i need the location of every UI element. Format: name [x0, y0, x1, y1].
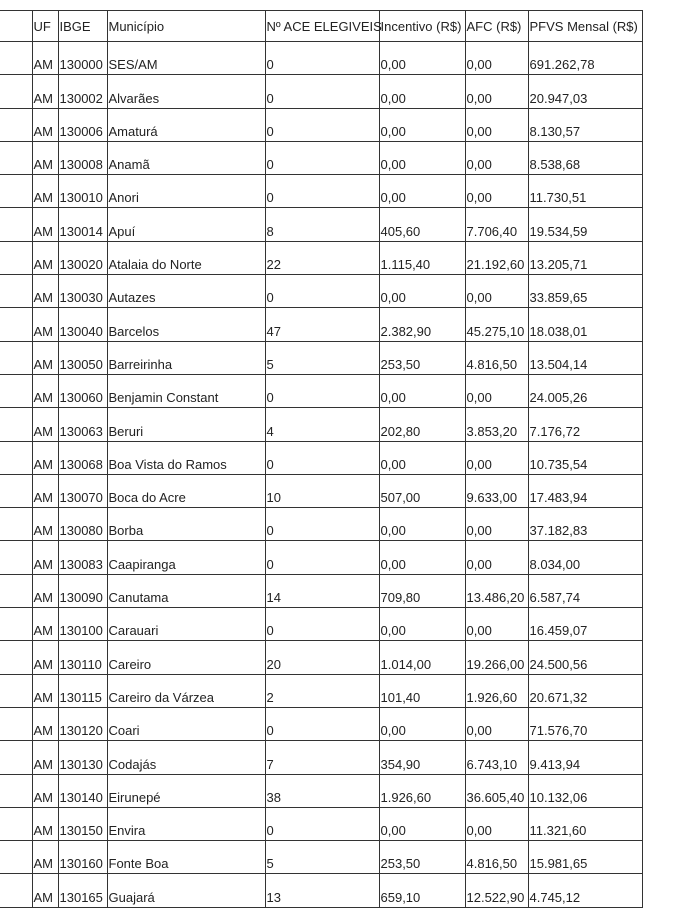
row-marker-cell	[0, 341, 32, 374]
row-marker-cell	[0, 641, 32, 674]
row-marker-cell	[0, 275, 32, 308]
cell-uf: AM	[32, 774, 58, 807]
cell-uf: AM	[32, 608, 58, 641]
cell-afc: 0,00	[465, 42, 528, 75]
cell-afc: 9.633,00	[465, 474, 528, 507]
cell-incentivo: 0,00	[379, 275, 465, 308]
row-marker-cell	[0, 374, 32, 407]
cell-ace-elegiveis: 14	[265, 574, 379, 607]
cell-afc: 19.266,00	[465, 641, 528, 674]
cell-municipio: Careiro da Várzea	[107, 674, 265, 707]
cell-incentivo: 101,40	[379, 674, 465, 707]
cell-afc: 3.853,20	[465, 408, 528, 441]
cell-municipio: SES/AM	[107, 42, 265, 75]
cell-afc: 0,00	[465, 175, 528, 208]
cell-afc: 0,00	[465, 141, 528, 174]
cell-ace-elegiveis: 13	[265, 874, 379, 907]
cell-pfvs-mensal: 20.671,32	[528, 674, 642, 707]
table-row	[0, 108, 642, 141]
cell-incentivo: 0,00	[379, 374, 465, 407]
cell-afc: 0,00	[465, 541, 528, 574]
cell-uf: AM	[32, 674, 58, 707]
cell-pfvs-mensal: 16.459,07	[528, 608, 642, 641]
cell-afc: 0,00	[465, 374, 528, 407]
cell-incentivo: 709,80	[379, 574, 465, 607]
cell-ace-elegiveis: 5	[265, 341, 379, 374]
cell-ibge: 130090	[58, 574, 107, 607]
table-row	[0, 841, 642, 874]
cell-incentivo: 0,00	[379, 141, 465, 174]
cell-ibge: 130110	[58, 641, 107, 674]
cell-pfvs-mensal: 8.130,57	[528, 108, 642, 141]
table-row	[0, 574, 642, 607]
cell-ibge: 130120	[58, 707, 107, 740]
cell-uf: AM	[32, 241, 58, 274]
cell-municipio: Guajará	[107, 874, 265, 907]
cell-municipio: Carauari	[107, 608, 265, 641]
cell-ibge: 130020	[58, 241, 107, 274]
cell-ace-elegiveis: 4	[265, 408, 379, 441]
row-marker-cell	[0, 541, 32, 574]
cell-ace-elegiveis: 0	[265, 441, 379, 474]
cell-afc: 0,00	[465, 441, 528, 474]
row-marker-cell	[0, 241, 32, 274]
cell-municipio: Barreirinha	[107, 341, 265, 374]
cell-uf: AM	[32, 42, 58, 75]
cell-incentivo: 253,50	[379, 841, 465, 874]
cell-municipio: Boca do Acre	[107, 474, 265, 507]
cell-afc: 13.486,20	[465, 574, 528, 607]
cell-uf: AM	[32, 308, 58, 341]
cell-incentivo: 253,50	[379, 341, 465, 374]
cell-municipio: Caapiranga	[107, 541, 265, 574]
cell-municipio: Codajás	[107, 741, 265, 774]
cell-afc: 0,00	[465, 807, 528, 840]
cell-uf: AM	[32, 474, 58, 507]
cell-municipio: Boa Vista do Ramos	[107, 441, 265, 474]
row-marker-cell	[0, 141, 32, 174]
cell-ace-elegiveis: 0	[265, 541, 379, 574]
table-row	[0, 541, 642, 574]
cell-incentivo: 0,00	[379, 541, 465, 574]
table-row	[0, 608, 642, 641]
row-marker-cell	[0, 574, 32, 607]
cell-ace-elegiveis: 0	[265, 508, 379, 541]
cell-incentivo: 1.014,00	[379, 641, 465, 674]
cell-incentivo: 405,60	[379, 208, 465, 241]
cell-ace-elegiveis: 0	[265, 608, 379, 641]
row-marker-cell	[0, 508, 32, 541]
cell-pfvs-mensal: 10.735,54	[528, 441, 642, 474]
cell-ibge: 130006	[58, 108, 107, 141]
cell-ibge: 130008	[58, 141, 107, 174]
cell-ace-elegiveis: 8	[265, 208, 379, 241]
table-row	[0, 175, 642, 208]
cell-ibge: 130014	[58, 208, 107, 241]
cell-afc: 21.192,60	[465, 241, 528, 274]
cell-pfvs-mensal: 6.587,74	[528, 574, 642, 607]
cell-ace-elegiveis: 47	[265, 308, 379, 341]
cell-afc: 1.926,60	[465, 674, 528, 707]
cell-uf: AM	[32, 874, 58, 907]
cell-incentivo: 354,90	[379, 741, 465, 774]
cell-ace-elegiveis: 0	[265, 108, 379, 141]
cell-afc: 6.743,10	[465, 741, 528, 774]
cell-ace-elegiveis: 0	[265, 807, 379, 840]
row-marker-cell	[0, 11, 32, 42]
cell-pfvs-mensal: 20.947,03	[528, 75, 642, 108]
cell-pfvs-mensal: 71.576,70	[528, 707, 642, 740]
cell-pfvs-mensal: 10.132,06	[528, 774, 642, 807]
cell-pfvs-mensal: 9.413,94	[528, 741, 642, 774]
cell-ibge: 130150	[58, 807, 107, 840]
cell-pfvs-mensal: 13.205,71	[528, 241, 642, 274]
cell-incentivo: 1.115,40	[379, 241, 465, 274]
cell-incentivo: 202,80	[379, 408, 465, 441]
cell-municipio: Fonte Boa	[107, 841, 265, 874]
cell-pfvs-mensal: 691.262,78	[528, 42, 642, 75]
row-marker-cell	[0, 474, 32, 507]
cell-uf: AM	[32, 807, 58, 840]
cell-uf: AM	[32, 741, 58, 774]
cell-pfvs-mensal: 8.538,68	[528, 141, 642, 174]
cell-municipio: Alvarães	[107, 75, 265, 108]
cell-ibge: 130080	[58, 508, 107, 541]
cell-uf: AM	[32, 141, 58, 174]
cell-pfvs-mensal: 24.005,26	[528, 374, 642, 407]
cell-ibge: 130140	[58, 774, 107, 807]
cell-uf: AM	[32, 574, 58, 607]
table-row	[0, 141, 642, 174]
cell-incentivo: 0,00	[379, 807, 465, 840]
cell-uf: AM	[32, 408, 58, 441]
table-row	[0, 408, 642, 441]
table-row	[0, 774, 642, 807]
cell-incentivo: 0,00	[379, 42, 465, 75]
cell-ace-elegiveis: 0	[265, 374, 379, 407]
cell-municipio: Anamã	[107, 141, 265, 174]
table-row	[0, 674, 642, 707]
header-incentivo: Incentivo (R$)	[379, 11, 465, 42]
spreadsheet-view	[0, 10, 642, 905]
cell-uf: AM	[32, 374, 58, 407]
cell-municipio: Borba	[107, 508, 265, 541]
table-row	[0, 341, 642, 374]
cell-municipio: Canutama	[107, 574, 265, 607]
cell-pfvs-mensal: 37.182,83	[528, 508, 642, 541]
cell-uf: AM	[32, 75, 58, 108]
header-row	[0, 11, 642, 42]
table-row	[0, 874, 642, 907]
row-marker-cell	[0, 774, 32, 807]
cell-afc: 4.816,50	[465, 341, 528, 374]
row-marker-cell	[0, 408, 32, 441]
table-row	[0, 807, 642, 840]
cell-ibge: 130040	[58, 308, 107, 341]
header-afc: AFC (R$)	[465, 11, 528, 42]
cell-ace-elegiveis: 0	[265, 175, 379, 208]
cell-incentivo: 507,00	[379, 474, 465, 507]
cell-pfvs-mensal: 7.176,72	[528, 408, 642, 441]
cell-afc: 0,00	[465, 108, 528, 141]
cell-uf: AM	[32, 541, 58, 574]
cell-ibge: 130050	[58, 341, 107, 374]
row-marker-cell	[0, 608, 32, 641]
cell-ace-elegiveis: 0	[265, 141, 379, 174]
cell-municipio: Atalaia do Norte	[107, 241, 265, 274]
cell-afc: 45.275,10	[465, 308, 528, 341]
cell-afc: 7.706,40	[465, 208, 528, 241]
row-marker-cell	[0, 807, 32, 840]
row-marker-cell	[0, 707, 32, 740]
cell-ibge: 130160	[58, 841, 107, 874]
cell-uf: AM	[32, 707, 58, 740]
cell-pfvs-mensal: 4.745,12	[528, 874, 642, 907]
row-marker-cell	[0, 75, 32, 108]
row-marker-cell	[0, 741, 32, 774]
cell-uf: AM	[32, 508, 58, 541]
cell-uf: AM	[32, 175, 58, 208]
cell-ace-elegiveis: 0	[265, 275, 379, 308]
cell-afc: 12.522,90	[465, 874, 528, 907]
cell-ace-elegiveis: 10	[265, 474, 379, 507]
cell-ibge: 130063	[58, 408, 107, 441]
cell-uf: AM	[32, 341, 58, 374]
row-marker-cell	[0, 42, 32, 75]
cell-municipio: Apuí	[107, 208, 265, 241]
table-row	[0, 308, 642, 341]
cell-incentivo: 0,00	[379, 75, 465, 108]
cell-ibge: 130068	[58, 441, 107, 474]
cell-ace-elegiveis: 38	[265, 774, 379, 807]
table-row	[0, 374, 642, 407]
cell-municipio: Barcelos	[107, 308, 265, 341]
cell-afc: 0,00	[465, 508, 528, 541]
cell-incentivo: 0,00	[379, 707, 465, 740]
table-row	[0, 707, 642, 740]
table-row	[0, 641, 642, 674]
header-pfvs-mensal: PFVS Mensal (R$)	[528, 11, 642, 42]
row-marker-cell	[0, 441, 32, 474]
cell-uf: AM	[32, 641, 58, 674]
cell-incentivo: 0,00	[379, 441, 465, 474]
pfvs-table	[0, 10, 643, 908]
cell-municipio: Careiro	[107, 641, 265, 674]
row-marker-cell	[0, 175, 32, 208]
cell-ibge: 130165	[58, 874, 107, 907]
cell-incentivo: 2.382,90	[379, 308, 465, 341]
cell-pfvs-mensal: 13.504,14	[528, 341, 642, 374]
cell-ibge: 130083	[58, 541, 107, 574]
cell-municipio: Eirunepé	[107, 774, 265, 807]
row-marker-cell	[0, 308, 32, 341]
cell-pfvs-mensal: 19.534,59	[528, 208, 642, 241]
cell-ibge: 130010	[58, 175, 107, 208]
cell-ibge: 130100	[58, 608, 107, 641]
table-row	[0, 441, 642, 474]
cell-incentivo: 1.926,60	[379, 774, 465, 807]
header-ace-elegiveis: Nº ACE ELEGIVEIS	[265, 11, 379, 42]
cell-municipio: Benjamin Constant	[107, 374, 265, 407]
row-marker-cell	[0, 108, 32, 141]
cell-municipio: Anori	[107, 175, 265, 208]
header-uf: UF	[32, 11, 58, 42]
cell-ace-elegiveis: 22	[265, 241, 379, 274]
row-marker-cell	[0, 208, 32, 241]
cell-pfvs-mensal: 18.038,01	[528, 308, 642, 341]
cell-pfvs-mensal: 11.321,60	[528, 807, 642, 840]
cell-ibge: 130002	[58, 75, 107, 108]
cell-afc: 0,00	[465, 75, 528, 108]
cell-municipio: Coari	[107, 707, 265, 740]
cell-ace-elegiveis: 0	[265, 707, 379, 740]
cell-ace-elegiveis: 0	[265, 75, 379, 108]
cell-uf: AM	[32, 841, 58, 874]
table-row	[0, 75, 642, 108]
cell-ibge: 130070	[58, 474, 107, 507]
table-row	[0, 474, 642, 507]
cell-afc: 4.816,50	[465, 841, 528, 874]
header-municipio: Município	[107, 11, 265, 42]
cell-pfvs-mensal: 15.981,65	[528, 841, 642, 874]
cell-ibge: 130030	[58, 275, 107, 308]
table-row	[0, 208, 642, 241]
cell-ace-elegiveis: 7	[265, 741, 379, 774]
cell-ace-elegiveis: 2	[265, 674, 379, 707]
cell-uf: AM	[32, 208, 58, 241]
cell-incentivo: 0,00	[379, 608, 465, 641]
cell-ibge: 130115	[58, 674, 107, 707]
cell-incentivo: 0,00	[379, 108, 465, 141]
row-marker-cell	[0, 841, 32, 874]
cell-afc: 0,00	[465, 275, 528, 308]
table-row	[0, 241, 642, 274]
table-row	[0, 741, 642, 774]
table-row	[0, 275, 642, 308]
cell-uf: AM	[32, 441, 58, 474]
cell-uf: AM	[32, 275, 58, 308]
cell-afc: 0,00	[465, 707, 528, 740]
cell-pfvs-mensal: 33.859,65	[528, 275, 642, 308]
cell-ibge: 130130	[58, 741, 107, 774]
cell-ace-elegiveis: 20	[265, 641, 379, 674]
cell-incentivo: 659,10	[379, 874, 465, 907]
cell-ace-elegiveis: 0	[265, 42, 379, 75]
cell-municipio: Autazes	[107, 275, 265, 308]
cell-afc: 36.605,40	[465, 774, 528, 807]
header-ibge: IBGE	[58, 11, 107, 42]
cell-ace-elegiveis: 5	[265, 841, 379, 874]
cell-pfvs-mensal: 8.034,00	[528, 541, 642, 574]
cell-pfvs-mensal: 24.500,56	[528, 641, 642, 674]
table-row	[0, 42, 642, 75]
table-row	[0, 508, 642, 541]
row-marker-cell	[0, 874, 32, 907]
cell-pfvs-mensal: 17.483,94	[528, 474, 642, 507]
cell-ibge: 130060	[58, 374, 107, 407]
cell-pfvs-mensal: 11.730,51	[528, 175, 642, 208]
table-body	[0, 42, 642, 908]
cell-incentivo: 0,00	[379, 175, 465, 208]
cell-afc: 0,00	[465, 608, 528, 641]
cell-uf: AM	[32, 108, 58, 141]
row-marker-cell	[0, 674, 32, 707]
cell-ibge: 130000	[58, 42, 107, 75]
cell-municipio: Amaturá	[107, 108, 265, 141]
cell-municipio: Beruri	[107, 408, 265, 441]
cell-incentivo: 0,00	[379, 508, 465, 541]
cell-municipio: Envira	[107, 807, 265, 840]
